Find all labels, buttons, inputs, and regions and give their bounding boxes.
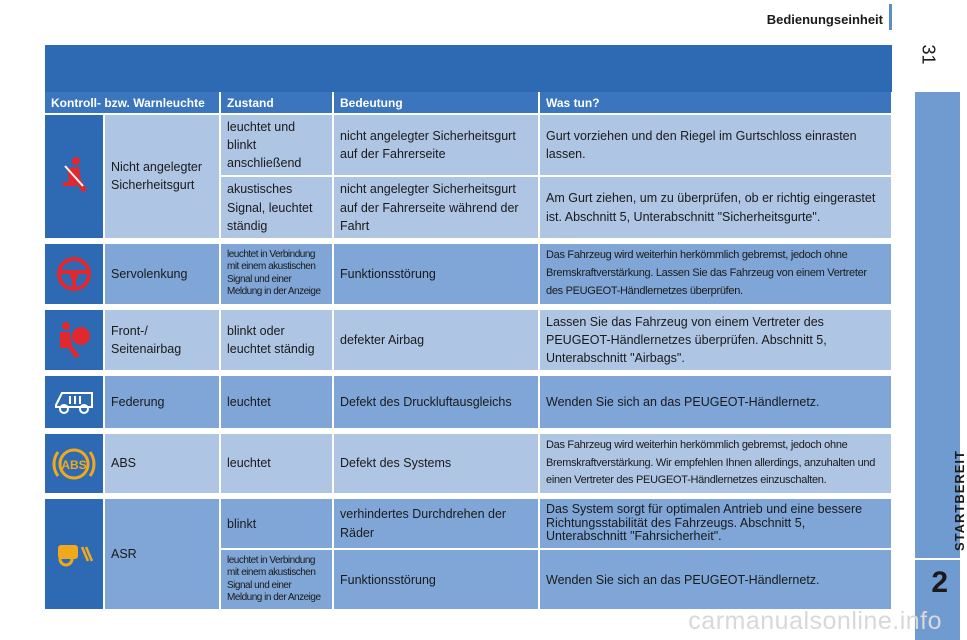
action-cell: Das System sorgt für optimalen Antrieb und eine bessere Richtungsstabilität des Fahrzeugs. Abschnitt 5, Unterabschnitt "Fahrsicherheit". — [539, 499, 892, 549]
abs-icon — [45, 444, 103, 484]
table-header-row — [45, 92, 892, 114]
warning-lights-table — [45, 92, 893, 609]
table-row — [45, 376, 892, 428]
suspension-icon — [45, 387, 103, 417]
state-cell: leuchtet in Verbindung mit einem akustischen Signal und einer Meldung in der Anzeige — [220, 244, 333, 304]
meaning-cell: verhindertes Durchdrehen der Räder — [333, 499, 539, 549]
action-cell: Das Fahrzeug wird weiterhin herkömmlich gebremst, jedoch ohne Bremskraftverstärkung. Lassen Sie das Fahrzeug von einem Vertreter des PEUGEOT-Händlernetzes überprüfen. — [539, 244, 892, 304]
header-rule — [889, 4, 892, 30]
seatbelt-warning-icon — [45, 156, 103, 196]
state-cell: leuchtet — [220, 376, 333, 428]
icon-cell — [45, 310, 104, 370]
meaning-cell: Funktionsstörung — [333, 244, 539, 304]
action-cell: Am Gurt ziehen, um zu überprüfen, ob er richtig eingerastet ist. Abschnitt 5, Unterabschnitt "Sicherheitsgurte". — [539, 176, 892, 237]
state-cell: leuchtet — [220, 434, 333, 493]
watermark: carmanualsonline.info — [688, 607, 942, 635]
icon-cell — [45, 376, 104, 428]
meaning-cell: nicht angelegter Sicherheitsgurt auf der Fahrerseite — [333, 114, 539, 176]
icon-cell — [45, 499, 104, 609]
column-header-light: Kontroll- bzw. Warnleuchte — [45, 92, 220, 114]
column-header-meaning: Bedeutung — [333, 92, 539, 114]
icon-cell — [45, 244, 104, 304]
warning-lights-panel — [45, 45, 892, 602]
table-row — [45, 434, 892, 493]
column-header-action: Was tun? — [539, 92, 892, 114]
icon-cell — [45, 434, 104, 493]
table-row — [45, 114, 892, 176]
section-title: Bedienungseinheit — [766, 12, 883, 27]
icon-cell — [45, 114, 104, 238]
meaning-cell: Funktionsstörung — [333, 549, 539, 609]
steering-wheel-icon — [45, 255, 103, 293]
action-cell: Wenden Sie sich an das PEUGEOT-Händlernetz. — [539, 376, 892, 428]
page-number: 31 — [918, 44, 939, 65]
action-cell: Gurt vorziehen und den Riegel im Gurtschloss einrasten lassen. — [539, 114, 892, 176]
light-name: ASR — [104, 499, 220, 609]
state-cell: blinkt — [220, 499, 333, 549]
svg-text:ABS: ABS — [61, 457, 87, 472]
side-tab-divider — [915, 558, 960, 560]
meaning-cell: Defekt des Druckluftausgleichs — [333, 376, 539, 428]
action-cell: Lassen Sie das Fahrzeug von einem Vertreter des PEUGEOT-Händlernetzes überprüfen. Abschnitt 5, Unterabschnitt "Airbags". — [539, 310, 892, 370]
state-cell: blinkt oder leuchtet ständig — [220, 310, 333, 370]
airbag-icon — [45, 320, 103, 360]
meaning-cell: Defekt des Systems — [333, 434, 539, 493]
table-row — [45, 310, 892, 370]
meaning-cell: defekter Airbag — [333, 310, 539, 370]
state-cell: akustisches Signal, leuchtet ständig — [220, 176, 333, 237]
column-header-state: Zustand — [220, 92, 333, 114]
table-row — [45, 244, 892, 304]
action-cell: Das Fahrzeug wird weiterhin herkömmlich gebremst, jedoch ohne Bremskraftverstärkung. Wir empfehlen Ihnen allerdings, anzuhalten und einen Vertreter des PEUGEOT-Händlernetzes einzuschalten. — [539, 434, 892, 493]
panel-header-band — [45, 45, 892, 92]
light-name: Nicht angelegter Sicherheitsgurt — [104, 114, 220, 238]
chapter-number: 2 — [931, 566, 948, 599]
state-cell: leuchtet und blinkt anschließend — [220, 114, 333, 176]
state-cell: leuchtet in Verbindung mit einem akustischen Signal und einer Meldung in der Anzeige — [220, 549, 333, 609]
light-name: Federung — [104, 376, 220, 428]
light-name: ABS — [104, 434, 220, 493]
action-cell: Wenden Sie sich an das PEUGEOT-Händlernetz. — [539, 549, 892, 609]
table-row — [45, 499, 892, 549]
asr-icon — [45, 539, 103, 569]
light-name: Servolenkung — [104, 244, 220, 304]
light-name: Front-/ Seitenairbag — [104, 310, 220, 370]
meaning-cell: nicht angelegter Sicherheitsgurt auf der Fahrerseite während der Fahrt — [333, 176, 539, 237]
